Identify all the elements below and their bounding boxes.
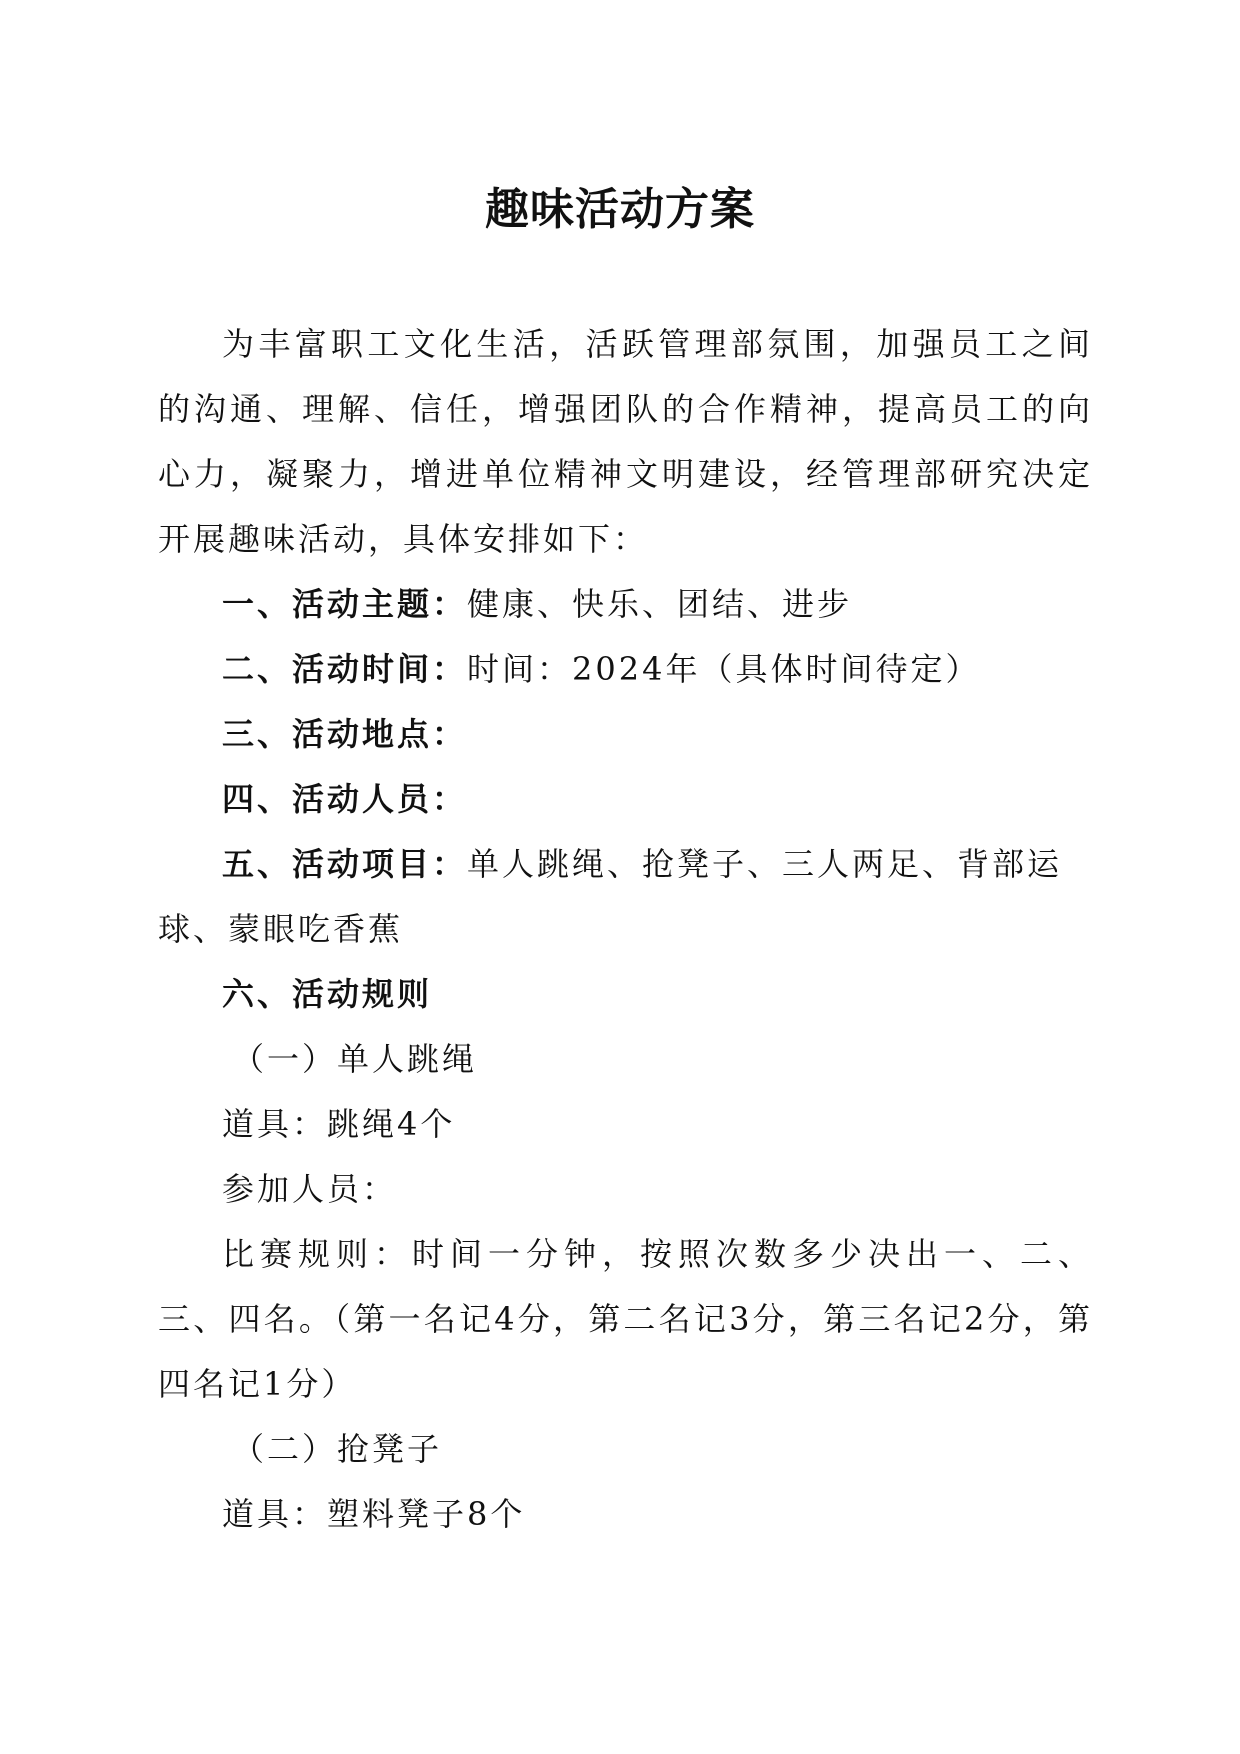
section-time-content: 时间：2024年（具体时间待定） — [467, 650, 981, 688]
rule-1-participants: 参加人员： — [222, 1170, 398, 1208]
rule-2-props: 道具：塑料凳子8个 — [222, 1495, 526, 1533]
section-location — [158, 702, 1093, 767]
intro-paragraph: 为丰富职工文化生活，活跃管理部氛围，加强员工之间的沟通、理解、信任，增强团队的合作精神，提高员工的向心力，凝聚力，增进单位精神文明建设，经管理部研究决定开展趣味活动，具体安排如下： — [158, 325, 1093, 558]
rule-1-rules: 比赛规则：时间一分钟，按照次数多少决出一、二、三、四名。（第一名记4分，第二名记3分，第三名记2分，第四名记1分） — [158, 1235, 1093, 1403]
section-people-heading: 四、活动人员： — [222, 780, 468, 818]
section-location-heading: 三、活动地点： — [222, 715, 468, 753]
rule-1-props: 道具：跳绳4个 — [222, 1105, 456, 1143]
section-people — [158, 767, 1093, 832]
section-time-heading: 二、活动时间： — [222, 650, 468, 688]
section-time — [158, 637, 1093, 702]
document-title: 趣味活动方案 — [485, 184, 755, 235]
section-rules-heading: 六、活动规则 — [222, 975, 433, 1013]
section-theme-heading: 一、活动主题： — [222, 585, 468, 623]
document-body — [158, 312, 1093, 1547]
section-theme-content: 健康、快乐、团结、进步 — [467, 585, 853, 623]
rule-2-title: （二）抢凳子 — [232, 1430, 443, 1468]
rule-1-title: （一）单人跳绳 — [232, 1040, 478, 1078]
section-items — [158, 832, 1093, 962]
section-theme — [158, 572, 1093, 637]
section-rules — [158, 962, 1093, 1027]
section-items-content: 单人跳绳、抢凳子、三人两足、背部运球、蒙眼吃香蕉 — [158, 845, 1063, 948]
section-items-heading: 五、活动项目： — [222, 845, 468, 883]
